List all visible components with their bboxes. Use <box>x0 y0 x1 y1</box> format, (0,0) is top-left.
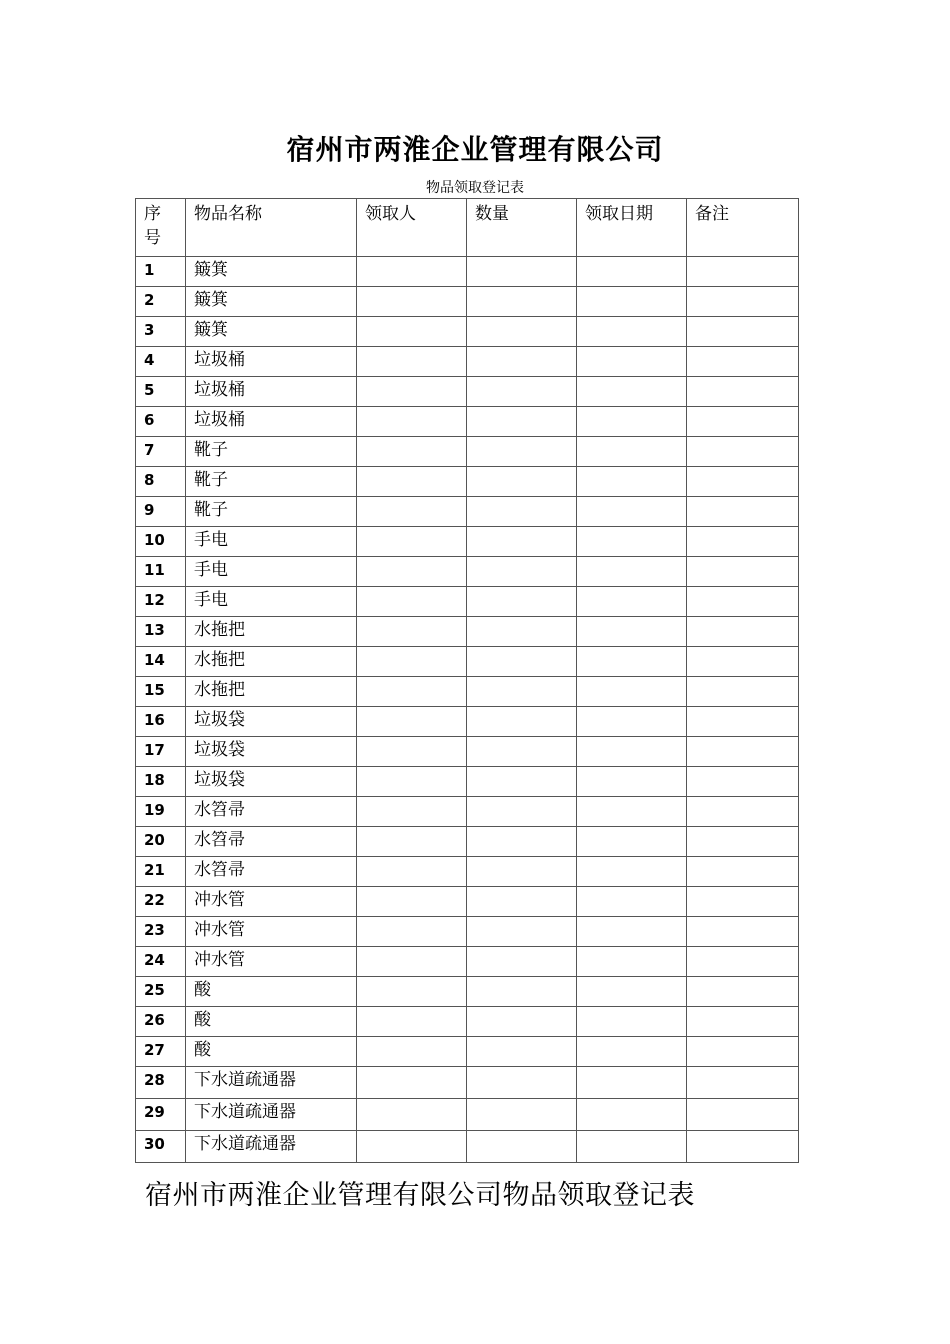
remarks-cell[interactable] <box>687 557 799 587</box>
row-number: 16 <box>136 707 186 737</box>
row-number: 24 <box>136 947 186 977</box>
header-cell-remarks: 备注 <box>687 199 799 257</box>
table-row <box>136 977 799 1007</box>
item-name: 水笤帚 <box>186 827 357 857</box>
remarks-cell[interactable] <box>687 797 799 827</box>
date-cell[interactable] <box>577 377 687 407</box>
recipient-cell[interactable] <box>357 947 467 977</box>
row-number: 18 <box>136 767 186 797</box>
quantity-cell[interactable] <box>467 467 577 497</box>
date-cell[interactable] <box>577 767 687 797</box>
recipient-cell[interactable] <box>357 827 467 857</box>
remarks-cell[interactable] <box>687 257 799 287</box>
date-cell[interactable] <box>577 617 687 647</box>
recipient-cell[interactable] <box>357 977 467 1007</box>
table-row <box>136 1037 799 1067</box>
row-number: 10 <box>136 527 186 557</box>
remarks-cell[interactable] <box>687 917 799 947</box>
quantity-cell[interactable] <box>467 647 577 677</box>
item-name: 垃圾袋 <box>186 737 357 767</box>
item-name: 水笤帚 <box>186 857 357 887</box>
date-cell[interactable] <box>577 347 687 377</box>
document-subtitle: 物品领取登记表 <box>426 180 524 196</box>
table-row <box>136 1007 799 1037</box>
remarks-cell[interactable] <box>687 1007 799 1037</box>
recipient-cell[interactable] <box>357 437 467 467</box>
date-cell[interactable] <box>577 287 687 317</box>
table-row <box>136 347 799 377</box>
date-cell[interactable] <box>577 647 687 677</box>
item-name: 垃圾桶 <box>186 347 357 377</box>
date-cell[interactable] <box>577 1067 687 1099</box>
recipient-cell[interactable] <box>357 647 467 677</box>
row-number: 8 <box>136 467 186 497</box>
header-cell-date: 领取日期 <box>577 199 687 257</box>
row-number: 15 <box>136 677 186 707</box>
recipient-cell[interactable] <box>357 707 467 737</box>
recipient-cell[interactable] <box>357 1131 467 1163</box>
quantity-cell[interactable] <box>467 437 577 467</box>
recipient-cell[interactable] <box>357 497 467 527</box>
item-name: 手电 <box>186 527 357 557</box>
row-number: 6 <box>136 407 186 437</box>
remarks-cell[interactable] <box>687 437 799 467</box>
remarks-cell[interactable] <box>687 737 799 767</box>
row-number: 1 <box>136 257 186 287</box>
table-row <box>136 707 799 737</box>
remarks-cell[interactable] <box>687 347 799 377</box>
quantity-cell[interactable] <box>467 917 577 947</box>
row-number: 17 <box>136 737 186 767</box>
item-name: 垃圾桶 <box>186 407 357 437</box>
item-name: 手电 <box>186 557 357 587</box>
item-name: 下水道疏通器 <box>186 1131 357 1163</box>
remarks-cell[interactable] <box>687 377 799 407</box>
row-number: 7 <box>136 437 186 467</box>
quantity-cell[interactable] <box>467 557 577 587</box>
quantity-cell[interactable] <box>467 347 577 377</box>
recipient-cell[interactable] <box>357 857 467 887</box>
table-row <box>136 887 799 917</box>
date-cell[interactable] <box>577 587 687 617</box>
header-cell-quantity: 数量 <box>467 199 577 257</box>
remarks-cell[interactable] <box>687 767 799 797</box>
row-number: 22 <box>136 887 186 917</box>
table-row <box>136 947 799 977</box>
remarks-cell[interactable] <box>687 527 799 557</box>
recipient-cell[interactable] <box>357 527 467 557</box>
recipient-cell[interactable] <box>357 677 467 707</box>
recipient-cell[interactable] <box>357 557 467 587</box>
table-row <box>136 1099 799 1131</box>
quantity-cell[interactable] <box>467 617 577 647</box>
item-name: 簸箕 <box>186 257 357 287</box>
recipient-cell[interactable] <box>357 737 467 767</box>
header-cell-no: 序号 <box>136 199 186 257</box>
quantity-cell[interactable] <box>467 1131 577 1163</box>
remarks-cell[interactable] <box>687 617 799 647</box>
date-cell[interactable] <box>577 527 687 557</box>
date-cell[interactable] <box>577 437 687 467</box>
quantity-cell[interactable] <box>467 767 577 797</box>
recipient-cell[interactable] <box>357 407 467 437</box>
table-row <box>136 1067 799 1099</box>
quantity-cell[interactable] <box>467 857 577 887</box>
recipient-cell[interactable] <box>357 887 467 917</box>
row-number: 13 <box>136 617 186 647</box>
recipient-cell[interactable] <box>357 287 467 317</box>
row-number: 9 <box>136 497 186 527</box>
recipient-cell[interactable] <box>357 377 467 407</box>
item-name: 冲水管 <box>186 887 357 917</box>
recipient-cell[interactable] <box>357 587 467 617</box>
table-row <box>136 797 799 827</box>
item-name: 手电 <box>186 587 357 617</box>
table-row <box>136 617 799 647</box>
remarks-cell[interactable] <box>687 977 799 1007</box>
recipient-cell[interactable] <box>357 1007 467 1037</box>
item-name: 垃圾袋 <box>186 767 357 797</box>
recipient-cell[interactable] <box>357 1037 467 1067</box>
item-name: 下水道疏通器 <box>186 1099 357 1131</box>
item-name: 酸 <box>186 1007 357 1037</box>
recipient-cell[interactable] <box>357 617 467 647</box>
table-row <box>136 857 799 887</box>
recipient-cell[interactable] <box>357 1099 467 1131</box>
row-number: 11 <box>136 557 186 587</box>
table-row <box>136 587 799 617</box>
item-name: 水笤帚 <box>186 797 357 827</box>
quantity-cell[interactable] <box>467 677 577 707</box>
quantity-cell[interactable] <box>467 707 577 737</box>
date-cell[interactable] <box>577 977 687 1007</box>
recipient-cell[interactable] <box>357 917 467 947</box>
item-name: 酸 <box>186 1037 357 1067</box>
table-row <box>136 467 799 497</box>
item-name: 下水道疏通器 <box>186 1067 357 1099</box>
remarks-cell[interactable] <box>687 857 799 887</box>
item-name: 水拖把 <box>186 647 357 677</box>
remarks-cell[interactable] <box>687 1067 799 1099</box>
recipient-cell[interactable] <box>357 317 467 347</box>
table-row <box>136 497 799 527</box>
recipient-cell[interactable] <box>357 347 467 377</box>
quantity-cell[interactable] <box>467 947 577 977</box>
date-cell[interactable] <box>577 1131 687 1163</box>
date-cell[interactable] <box>577 887 687 917</box>
table-row <box>136 437 799 467</box>
row-number: 19 <box>136 797 186 827</box>
recipient-cell[interactable] <box>357 257 467 287</box>
date-cell[interactable] <box>577 677 687 707</box>
table-header-row <box>136 199 799 257</box>
date-cell[interactable] <box>577 947 687 977</box>
header-cell-item: 物品名称 <box>186 199 357 257</box>
row-number: 25 <box>136 977 186 1007</box>
date-cell[interactable] <box>577 797 687 827</box>
date-cell[interactable] <box>577 1099 687 1131</box>
table-row <box>136 1131 799 1163</box>
remarks-cell[interactable] <box>687 587 799 617</box>
date-cell[interactable] <box>577 1007 687 1037</box>
item-name: 簸箕 <box>186 317 357 347</box>
quantity-cell[interactable] <box>467 827 577 857</box>
table-row <box>136 917 799 947</box>
remarks-cell[interactable] <box>687 1099 799 1131</box>
quantity-cell[interactable] <box>467 407 577 437</box>
remarks-cell[interactable] <box>687 1037 799 1067</box>
item-name: 靴子 <box>186 467 357 497</box>
row-number: 23 <box>136 917 186 947</box>
registration-table <box>135 198 799 1163</box>
date-cell[interactable] <box>577 857 687 887</box>
table-row <box>136 677 799 707</box>
row-number: 20 <box>136 827 186 857</box>
table-row <box>136 527 799 557</box>
date-cell[interactable] <box>577 917 687 947</box>
row-number: 2 <box>136 287 186 317</box>
quantity-cell[interactable] <box>467 1099 577 1131</box>
table-row <box>136 767 799 797</box>
row-number: 4 <box>136 347 186 377</box>
table-row <box>136 257 799 287</box>
quantity-cell[interactable] <box>467 527 577 557</box>
remarks-cell[interactable] <box>687 647 799 677</box>
quantity-cell[interactable] <box>467 377 577 407</box>
recipient-cell[interactable] <box>357 1067 467 1099</box>
recipient-cell[interactable] <box>357 797 467 827</box>
quantity-cell[interactable] <box>467 257 577 287</box>
remarks-cell[interactable] <box>687 707 799 737</box>
row-number: 29 <box>136 1099 186 1131</box>
row-number: 12 <box>136 587 186 617</box>
date-cell[interactable] <box>577 467 687 497</box>
remarks-cell[interactable] <box>687 287 799 317</box>
date-cell[interactable] <box>577 707 687 737</box>
table-row <box>136 317 799 347</box>
table-row <box>136 287 799 317</box>
item-name: 酸 <box>186 977 357 1007</box>
date-cell[interactable] <box>577 827 687 857</box>
row-number: 3 <box>136 317 186 347</box>
quantity-cell[interactable] <box>467 797 577 827</box>
table-row <box>136 827 799 857</box>
header-cell-recipient: 领取人 <box>357 199 467 257</box>
remarks-cell[interactable] <box>687 887 799 917</box>
remarks-cell[interactable] <box>687 1131 799 1163</box>
remarks-cell[interactable] <box>687 407 799 437</box>
item-name: 冲水管 <box>186 947 357 977</box>
recipient-cell[interactable] <box>357 767 467 797</box>
row-number: 30 <box>136 1131 186 1163</box>
table-row <box>136 407 799 437</box>
item-name: 垃圾袋 <box>186 707 357 737</box>
row-number: 5 <box>136 377 186 407</box>
remarks-cell[interactable] <box>687 947 799 977</box>
table-row <box>136 557 799 587</box>
item-name: 靴子 <box>186 497 357 527</box>
remarks-cell[interactable] <box>687 677 799 707</box>
date-cell[interactable] <box>577 317 687 347</box>
item-name: 水拖把 <box>186 617 357 647</box>
item-name: 簸箕 <box>186 287 357 317</box>
quantity-cell[interactable] <box>467 317 577 347</box>
quantity-cell[interactable] <box>467 977 577 1007</box>
quantity-cell[interactable] <box>467 587 577 617</box>
remarks-cell[interactable] <box>687 467 799 497</box>
date-cell[interactable] <box>577 407 687 437</box>
row-number: 28 <box>136 1067 186 1099</box>
row-number: 26 <box>136 1007 186 1037</box>
table-row <box>136 647 799 677</box>
quantity-cell[interactable] <box>467 1067 577 1099</box>
document-title: 宿州市两淮企业管理有限公司 <box>286 133 664 166</box>
table-row <box>136 377 799 407</box>
remarks-cell[interactable] <box>687 827 799 857</box>
item-name: 冲水管 <box>186 917 357 947</box>
footer-title: 宿州市两淮企业管理有限公司物品领取登记表 <box>145 1180 695 1211</box>
quantity-cell[interactable] <box>467 1037 577 1067</box>
row-number: 21 <box>136 857 186 887</box>
row-number: 27 <box>136 1037 186 1067</box>
quantity-cell[interactable] <box>467 287 577 317</box>
quantity-cell[interactable] <box>467 887 577 917</box>
quantity-cell[interactable] <box>467 497 577 527</box>
item-name: 垃圾桶 <box>186 377 357 407</box>
date-cell[interactable] <box>577 1037 687 1067</box>
remarks-cell[interactable] <box>687 317 799 347</box>
quantity-cell[interactable] <box>467 1007 577 1037</box>
recipient-cell[interactable] <box>357 467 467 497</box>
date-cell[interactable] <box>577 557 687 587</box>
date-cell[interactable] <box>577 257 687 287</box>
date-cell[interactable] <box>577 497 687 527</box>
table-row <box>136 737 799 767</box>
item-name: 水拖把 <box>186 677 357 707</box>
row-number: 14 <box>136 647 186 677</box>
item-name: 靴子 <box>186 437 357 467</box>
quantity-cell[interactable] <box>467 737 577 767</box>
remarks-cell[interactable] <box>687 497 799 527</box>
date-cell[interactable] <box>577 737 687 767</box>
